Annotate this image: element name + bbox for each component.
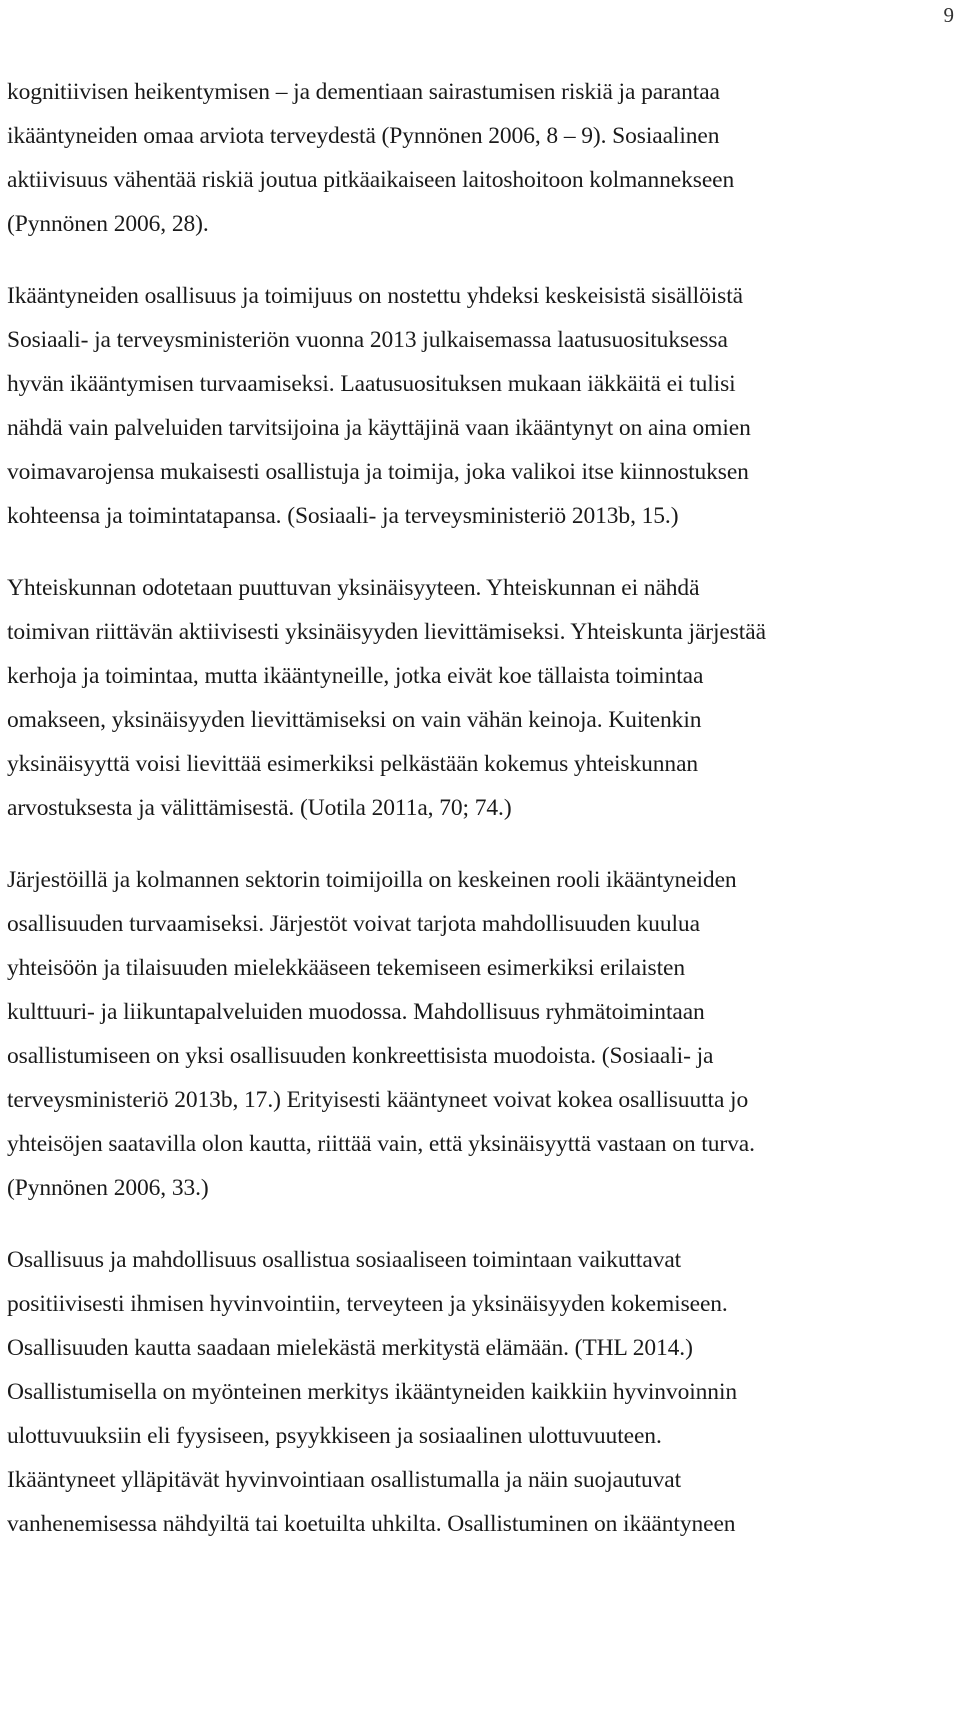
paragraph-3-line-3: kerhoja ja toimintaa, mutta ikääntyneille, jotka eivät koe tällaista toimintaa [7, 663, 704, 689]
paragraph-2-line-4: nähdä vain palveluiden tarvitsijoina ja käyttäjinä vaan ikääntynyt on aina omien [7, 415, 751, 441]
paragraph-5-line-4: Osallistumisella on myönteinen merkitys ikääntyneiden kaikkiin hyvinvoinnin [7, 1379, 738, 1405]
paragraph-4-line-5: osallistumiseen on yksi osallisuuden konkreettisista muodoista. (Sosiaali- ja [7, 1043, 714, 1069]
paragraph-1-line-4: (Pynnönen 2006, 28). [7, 211, 209, 237]
paragraph-4-line-6: terveysministeriö 2013b, 17.) Erityisesti kääntyneet voivat kokea osallisuutta jo [7, 1087, 749, 1113]
paragraph-3-line-5: yksinäisyyttä voisi lievittää esimerkiksi pelkästään kokemus yhteiskunnan [7, 751, 699, 777]
paragraph-5-line-5: ulottuvuuksiin eli fyysiseen, psyykkiseen ja sosiaalinen ulottuvuuteen. [7, 1423, 662, 1449]
paragraph-2-line-6: kohteensa ja toimintatapansa. (Sosiaali- ja terveysministeriö 2013b, 15.) [7, 503, 679, 529]
paragraph-4-line-3: yhteisöön ja tilaisuuden mielekkääseen tekemiseen esimerkiksi erilaisten [7, 955, 686, 981]
paragraph-4-line-8: (Pynnönen 2006, 33.) [7, 1175, 209, 1201]
paragraph-3-line-4: omakseen, yksinäisyyden lievittämiseksi on vain vähän keinoja. Kuitenkin [7, 707, 702, 733]
page-number: 9 [943, 3, 954, 27]
paragraph-5-line-7: vanhenemisessa nähdyiltä tai koetuilta uhkilta. Osallistuminen on ikääntyneen [7, 1511, 736, 1537]
paragraph-2-line-1: Ikääntyneiden osallisuus ja toimijuus on nostettu yhdeksi keskeisistä sisällöistä [7, 283, 743, 309]
paragraph-4-line-7: yhteisöjen saatavilla olon kautta, riittää vain, että yksinäisyyttä vastaan on turva. [7, 1131, 755, 1157]
paragraph-3-line-6: arvostuksesta ja välittämisestä. (Uotila 2011a, 70; 74.) [7, 795, 512, 821]
paragraph-1-line-3: aktiivisuus vähentää riskiä joutua pitkäaikaiseen laitoshoitoon kolmannekseen [7, 167, 735, 193]
paragraph-2-line-2: Sosiaali- ja terveysministeriön vuonna 2013 julkaisemassa laatusuosituksessa [7, 327, 728, 353]
paragraph-2-line-5: voimavarojensa mukaisesti osallistuja ja toimija, joka valikoi itse kiinnostuksen [7, 459, 749, 485]
paragraph-1-line-2: ikääntyneiden omaa arviota terveydestä (Pynnönen 2006, 8 – 9). Sosiaalinen [7, 123, 720, 149]
paragraph-4-line-1: Järjestöillä ja kolmannen sektorin toimijoilla on keskeinen rooli ikääntyneiden [7, 867, 737, 893]
paragraph-5-line-6: Ikääntyneet ylläpitävät hyvinvointiaan osallistumalla ja näin suojautuvat [7, 1467, 682, 1493]
paragraph-4-line-2: osallisuuden turvaamiseksi. Järjestöt voivat tarjota mahdollisuuden kuulua [7, 911, 700, 937]
paragraph-2-line-3: hyvän ikääntymisen turvaamiseksi. Laatusuosituksen mukaan iäkkäitä ei tulisi [7, 371, 736, 397]
paragraph-3-line-1: Yhteiskunnan odotetaan puuttuvan yksinäisyyteen. Yhteiskunnan ei nähdä [7, 575, 700, 601]
paragraph-5-line-1: Osallisuus ja mahdollisuus osallistua sosiaaliseen toimintaan vaikuttavat [7, 1247, 682, 1273]
paragraph-5-line-2: positiivisesti ihmisen hyvinvointiin, terveyteen ja yksinäisyyden kokemiseen. [7, 1291, 728, 1317]
paragraph-1-line-1: kognitiivisen heikentymisen – ja dementiaan sairastumisen riskiä ja parantaa [7, 79, 720, 105]
paragraph-4-line-4: kulttuuri- ja liikuntapalveluiden muodossa. Mahdollisuus ryhmätoimintaan [7, 999, 705, 1025]
paragraph-5-line-3: Osallisuuden kautta saadaan mielekästä merkitystä elämään. (THL 2014.) [7, 1335, 693, 1361]
paragraph-3-line-2: toimivan riittävän aktiivisesti yksinäisyyden lievittämiseksi. Yhteiskunta järjestää [7, 619, 766, 645]
